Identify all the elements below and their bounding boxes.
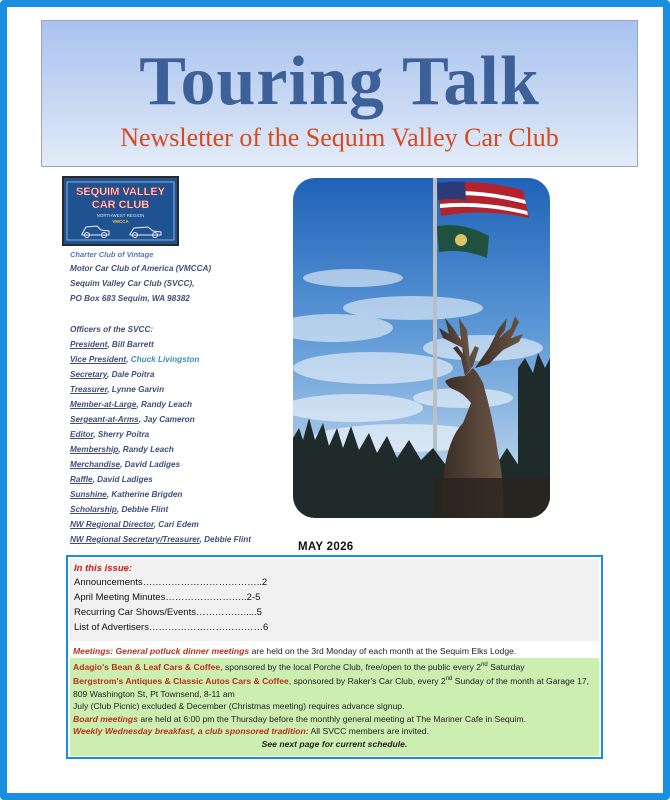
next-page-note: See next page for current schedule. <box>261 738 408 749</box>
officer-entry: Treasurer, Lynne Garvin <box>70 385 165 394</box>
bergstrom-text: , sponsored by Raker's Car Club, every 2 <box>288 676 446 687</box>
officer-name: Debbie Flint <box>204 535 251 544</box>
officer-entry: Editor, Sherry Poitra <box>70 430 150 439</box>
officer-name: David Ladiges <box>97 475 153 484</box>
officer-role: Membership <box>70 445 119 454</box>
officer-name: Jay Cameron <box>143 415 195 424</box>
officer-name: Cari Edem <box>158 520 199 529</box>
officer-entry: Secretary, Dale Poitra <box>70 370 155 379</box>
logo-line-2: CAR CLUB <box>91 199 150 211</box>
recurring-events <box>70 658 599 756</box>
officer-name: Randy Leach <box>122 445 174 454</box>
officer-entry: President, Bill Barrett <box>70 340 154 349</box>
officer-entry: Membership, Randy Leach <box>70 445 174 454</box>
breakfast-text: All SVCC members are invited. <box>308 726 429 737</box>
officer-role: Scholarship <box>70 505 117 514</box>
logo-line-4: VMCCA <box>112 219 129 224</box>
officer-role: NW Regional Secretary/Treasurer <box>70 535 200 544</box>
address-line: PO Box 683 Sequim, WA 98382 <box>70 294 190 303</box>
club-logo-graphic <box>64 178 177 244</box>
officer-role: Vice President <box>70 355 127 364</box>
officer-role: Treasurer <box>70 385 108 394</box>
officer-role: Secretary <box>70 370 108 379</box>
sidebar <box>70 248 300 547</box>
charter-line: Charter Club of Vintage <box>70 250 154 259</box>
board-meetings <box>73 713 596 726</box>
newsletter-title: Touring Talk <box>139 43 540 120</box>
officer-role: Sunshine <box>70 490 107 499</box>
adagio-text: , sponsored by the local Porche Club, free/open to the public every 2 <box>220 661 482 672</box>
officer-name: Bill Barrett <box>111 340 154 349</box>
meetings-text: are held on the 3rd Monday of each month at the Sequim Elks Lodge. <box>249 646 517 656</box>
officer-name: Chuck Livingston <box>130 355 200 364</box>
officer-role: NW Regional Director <box>70 520 154 529</box>
officer-role: Sergeant-at-Arms <box>70 415 139 424</box>
logo-line-3: NORTHWEST REGION <box>96 213 145 218</box>
officer-entry: NW Regional Secretary/Treasurer, Debbie Flint <box>70 535 251 544</box>
meetings-lead: Meetings: General potluck dinner meetings <box>73 646 250 656</box>
club-logo <box>62 176 179 246</box>
officer-entry: NW Regional Director, Cari Edem <box>70 520 199 529</box>
elk-statue-photo <box>293 178 550 518</box>
officer-entry: Merchandise, David Ladiges <box>70 460 181 469</box>
board-lead: Board meetings <box>73 713 138 724</box>
address-line: Motor Car Club of America (VMCCA) <box>70 264 212 273</box>
bergstrom-lead: Bergstrom's Antiques & Classic Autos Cars & Coffee <box>73 676 289 687</box>
bergstrom-event <box>73 673 596 700</box>
elk-statue-image <box>293 178 550 518</box>
issue-date: MAY 2026 <box>298 541 354 553</box>
toc-entry: List of Advertisers………………………………6 <box>74 622 269 633</box>
officer-name: Lynne Garvin <box>111 385 165 394</box>
masthead <box>41 20 638 167</box>
officer-entry: Sergeant-at-Arms, Jay Cameron <box>70 415 195 424</box>
table-of-contents <box>70 559 599 641</box>
officers-heading: Officers of the SVCC: <box>70 325 154 334</box>
officer-name: Dale Poitra <box>111 370 155 379</box>
officer-role: President <box>70 340 108 349</box>
officer-name: Katherine Brigden <box>111 490 183 499</box>
address-line: Sequim Valley Car Club (SVCC), <box>70 279 195 288</box>
officer-role: Raffle <box>70 475 93 484</box>
adagio-lead: Adagio's Bean & Leaf Cars & Coffee <box>73 661 221 672</box>
officer-entry: Vice President, Chuck Livingston <box>70 355 200 364</box>
newsletter-subtitle: Newsletter of the Sequim Valley Car Club <box>120 123 559 152</box>
toc-entry: Announcements………………………………..2 <box>74 577 268 588</box>
officer-role: Merchandise <box>70 460 121 469</box>
adagio-sup: nd <box>481 662 488 668</box>
toc-entry: Recurring Car Shows/Events…………….....5 <box>74 607 262 618</box>
officer-entry: Member-at-Large, Randy Leach <box>70 400 192 409</box>
toc-title: In this issue: <box>74 563 133 574</box>
officer-role: Editor <box>70 430 94 439</box>
logo-line-1: SEQUIM VALLEY <box>75 186 166 198</box>
officer-entry: Scholarship, Debbie Flint <box>70 505 169 514</box>
bergstrom-tail: Sunday of the month at Garage 17, 809 Washington St, Pt Townsend, 8-11 am <box>73 676 590 699</box>
breakfast-lead: Weekly Wednesday breakfast, a club sponsored tradition: <box>73 726 309 737</box>
officer-role: Member-at-Large <box>70 400 137 409</box>
officer-entry: Sunshine, Katherine Brigden <box>70 490 183 499</box>
adagio-tail: Saturday <box>487 661 525 672</box>
info-box <box>66 555 603 759</box>
officer-name: Sherry Poitra <box>97 430 150 439</box>
officer-name: Debbie Flint <box>121 505 169 514</box>
officer-name: David Ladiges <box>124 460 181 469</box>
adagio-event <box>73 659 596 673</box>
bergstrom-sup: nd <box>445 676 453 683</box>
july-note: July (Club Picnic) excluded & December (Christmas meeting) requires advance signup. <box>73 701 405 712</box>
board-text: are held at 6:00 pm the Thursday before the monthly general meeting at The Mariner Cafe in Sequim. <box>137 713 527 724</box>
toc-entry: April Meeting Minutes……………………..2-5 <box>74 592 261 603</box>
officer-name: Randy Leach <box>141 400 192 409</box>
officer-entry: Raffle, David Ladiges <box>70 475 153 484</box>
meetings-note <box>70 645 599 657</box>
weekly-breakfast <box>73 725 596 738</box>
